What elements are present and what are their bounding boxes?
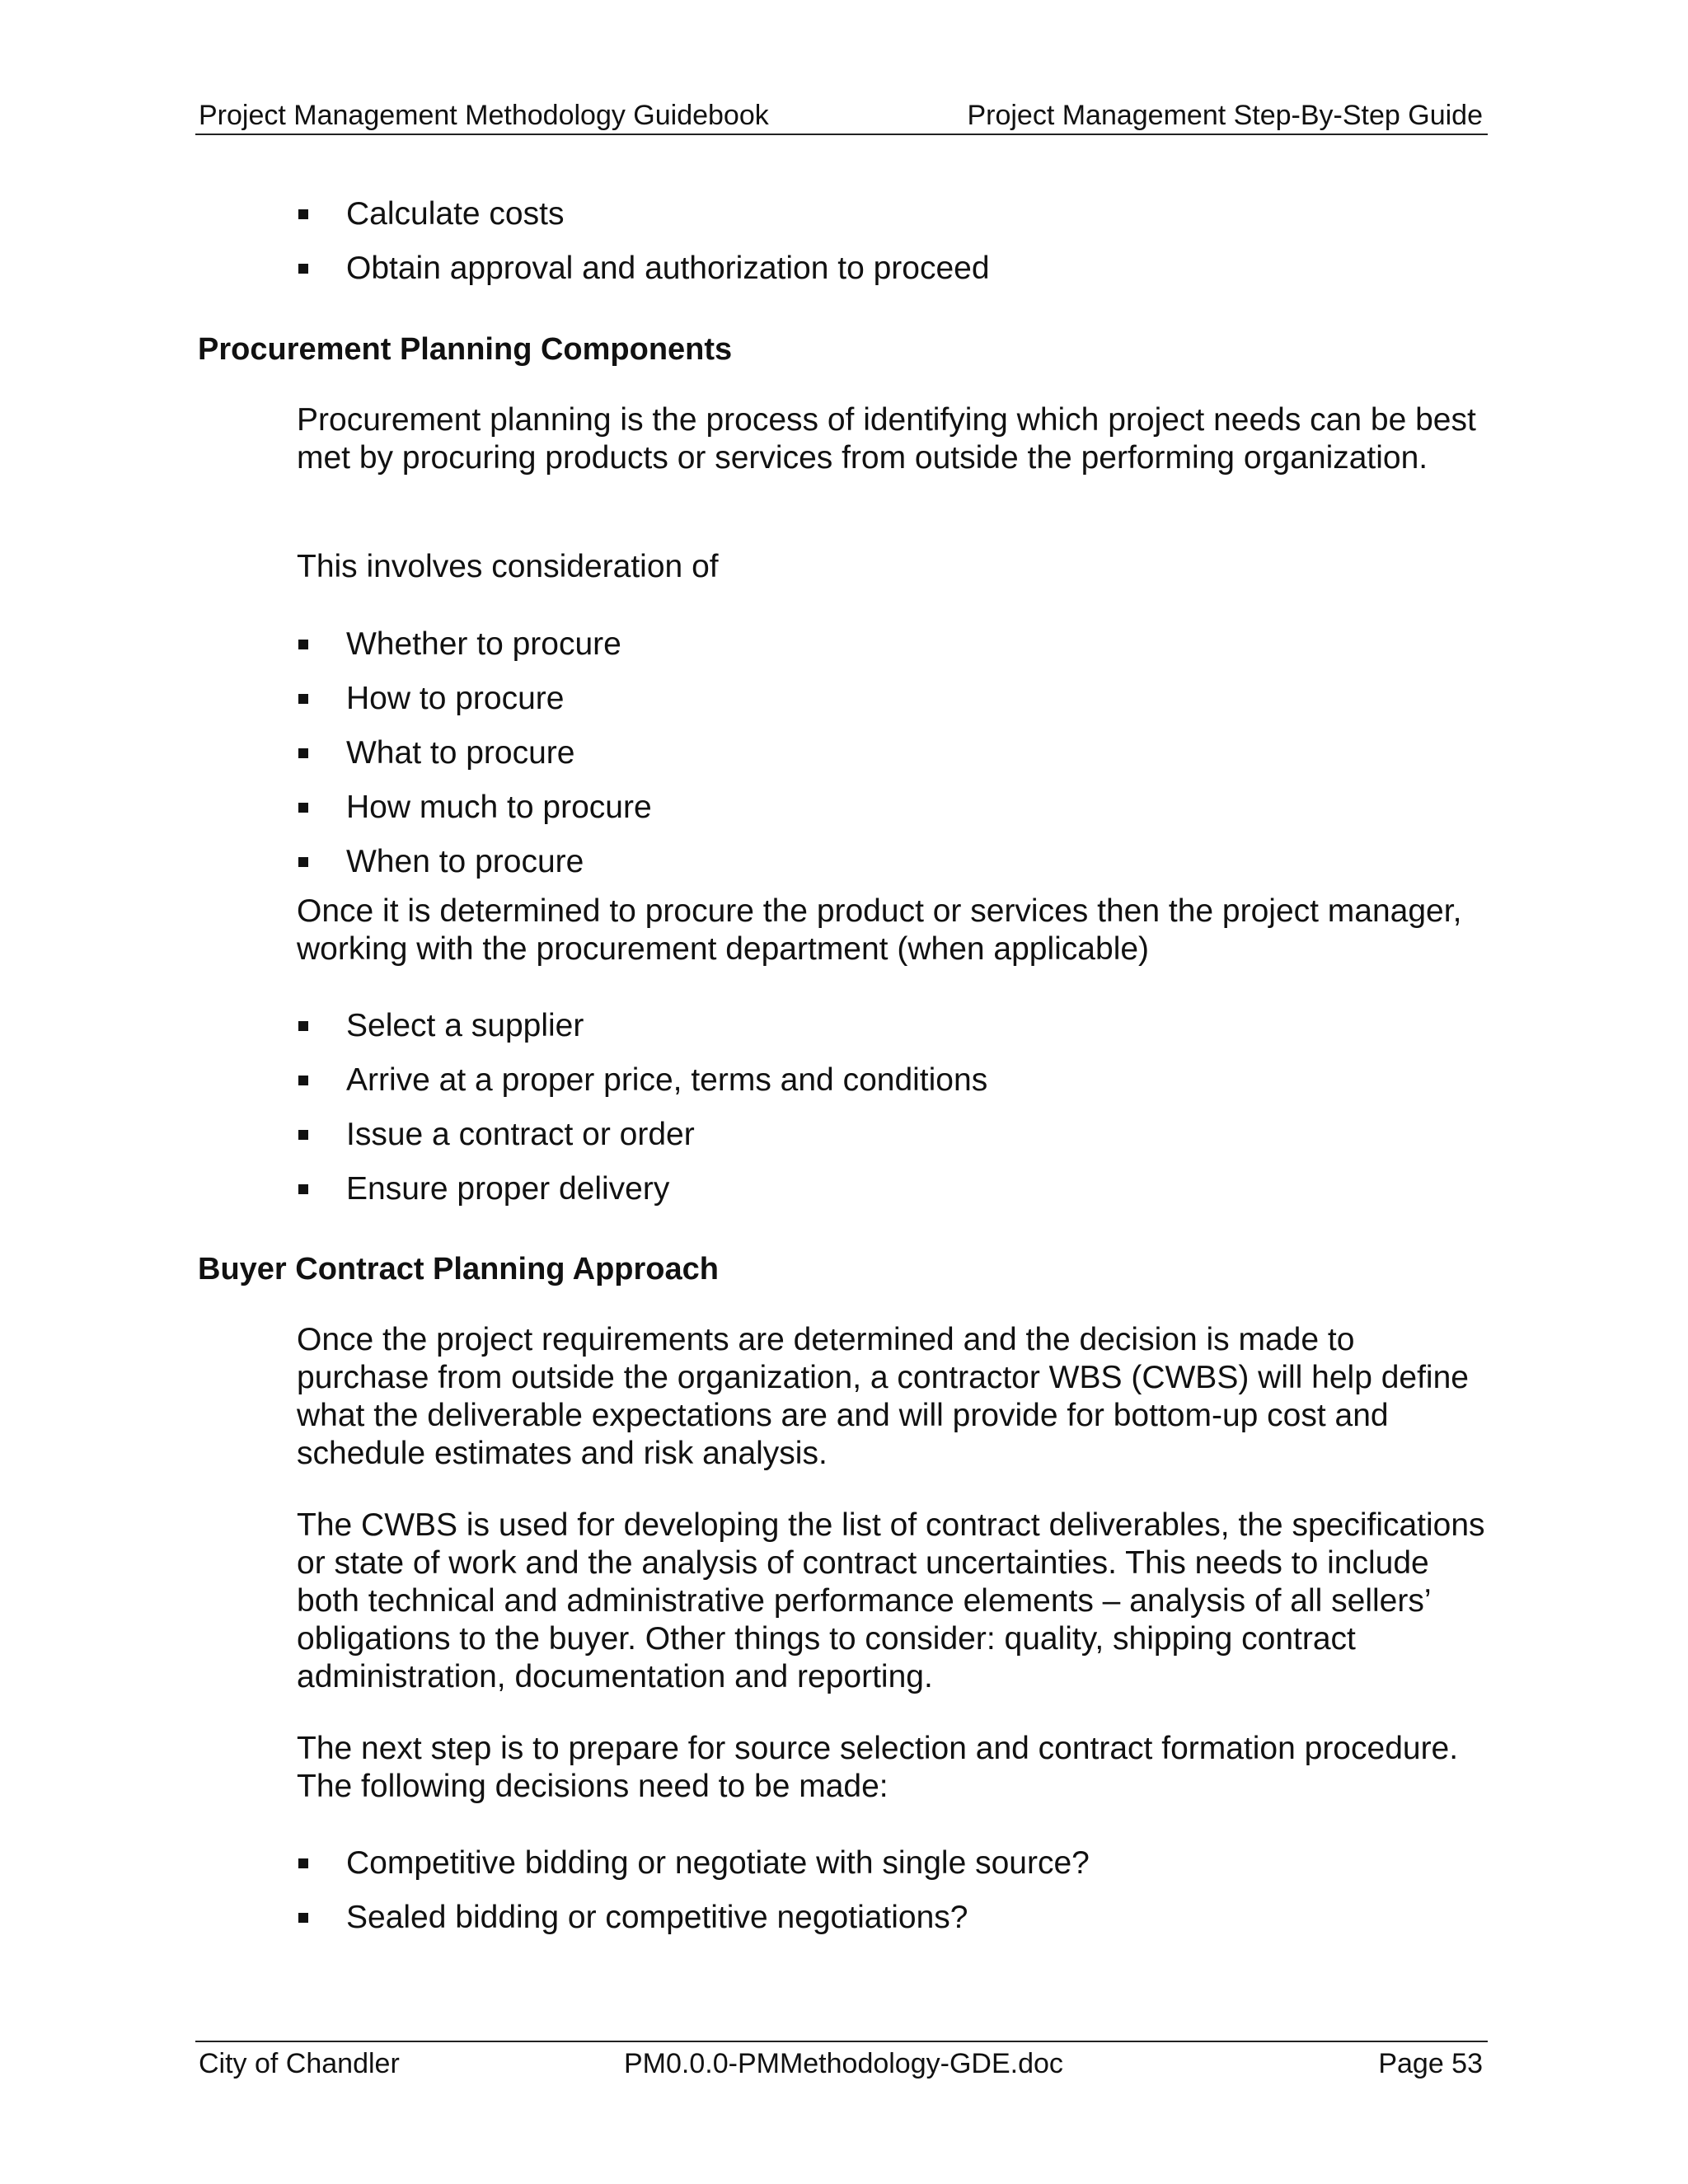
top-bullet-list bbox=[295, 192, 990, 301]
list-item: Whether to procure bbox=[295, 622, 652, 677]
footer-filename: PM0.0.0-PMMethodology-GDE.doc bbox=[624, 2048, 1063, 2079]
procurement-paragraph-3: Once it is determined to procure the product or services then the project manager, working with the procurement department (when applicable) bbox=[297, 893, 1462, 967]
procurement-considerations-list bbox=[295, 622, 652, 894]
procurement-paragraph-1: Procurement planning is the process of identifying which project needs can be best met by procuring products or services from outside the performing organization. bbox=[297, 402, 1476, 476]
running-header bbox=[195, 97, 1488, 135]
list-item: Issue a contract or order bbox=[295, 1113, 987, 1167]
list-item: How to procure bbox=[295, 677, 652, 731]
header-title-right: Project Management Step-By-Step Guide bbox=[967, 100, 1483, 131]
running-footer bbox=[195, 2041, 1488, 2083]
square-bullet-icon bbox=[298, 1130, 308, 1140]
buyer-paragraph-3: The next step is to prepare for source selection and contract formation procedure. The following decisions need to be made: bbox=[297, 1731, 1459, 1804]
list-item: When to procure bbox=[295, 840, 652, 894]
list-item: Calculate costs bbox=[295, 192, 990, 246]
procurement-paragraph-2: This involves consideration of bbox=[297, 549, 719, 584]
list-item: Sealed bidding or competitive negotiations? bbox=[295, 1896, 1090, 1950]
list-item: Competitive bidding or negotiate with single source? bbox=[295, 1841, 1090, 1896]
square-bullet-icon bbox=[298, 1913, 308, 1923]
square-bullet-icon bbox=[298, 1858, 308, 1868]
buyer-decisions-list bbox=[295, 1841, 1090, 1950]
section-heading-buyer: Buyer Contract Planning Approach bbox=[198, 1252, 719, 1286]
square-bullet-icon bbox=[298, 1021, 308, 1031]
square-bullet-icon bbox=[298, 640, 308, 649]
section-heading-procurement: Procurement Planning Components bbox=[198, 332, 733, 367]
list-item: What to procure bbox=[295, 731, 652, 785]
list-item: How much to procure bbox=[295, 785, 652, 840]
list-item: Ensure proper delivery bbox=[295, 1167, 987, 1221]
square-bullet-icon bbox=[298, 264, 308, 274]
footer-page-number: Page 53 bbox=[1378, 2048, 1483, 2079]
square-bullet-icon bbox=[298, 1076, 308, 1085]
footer-organization: City of Chandler bbox=[199, 2048, 400, 2079]
square-bullet-icon bbox=[298, 748, 308, 758]
square-bullet-icon bbox=[298, 694, 308, 704]
square-bullet-icon bbox=[298, 209, 308, 219]
procurement-actions-list bbox=[295, 1004, 987, 1221]
buyer-paragraph-1: Once the project requirements are determined and the decision is made to purchase from outside the organization, a contractor WBS (CWBS) will help define what the deliverable expectations are and will provide for bottom-up cost and schedule estimates and risk analysis. bbox=[297, 1322, 1469, 1471]
list-item: Select a supplier bbox=[295, 1004, 987, 1058]
list-item: Arrive at a proper price, terms and conditions bbox=[295, 1058, 987, 1113]
square-bullet-icon bbox=[298, 857, 308, 867]
square-bullet-icon bbox=[298, 803, 308, 813]
buyer-paragraph-2: The CWBS is used for developing the list of contract deliverables, the specifications or state of work and the analysis of contract uncertainties. This needs to include both technical and administrative performance elements – analysis of all sellers’ obligations to the buyer. Other things to consider: quality, shipping contract administration, documentation and reporting. bbox=[297, 1507, 1485, 1694]
square-bullet-icon bbox=[298, 1184, 308, 1194]
header-title-left: Project Management Methodology Guidebook bbox=[199, 100, 769, 131]
list-item: Obtain approval and authorization to proceed bbox=[295, 246, 990, 301]
